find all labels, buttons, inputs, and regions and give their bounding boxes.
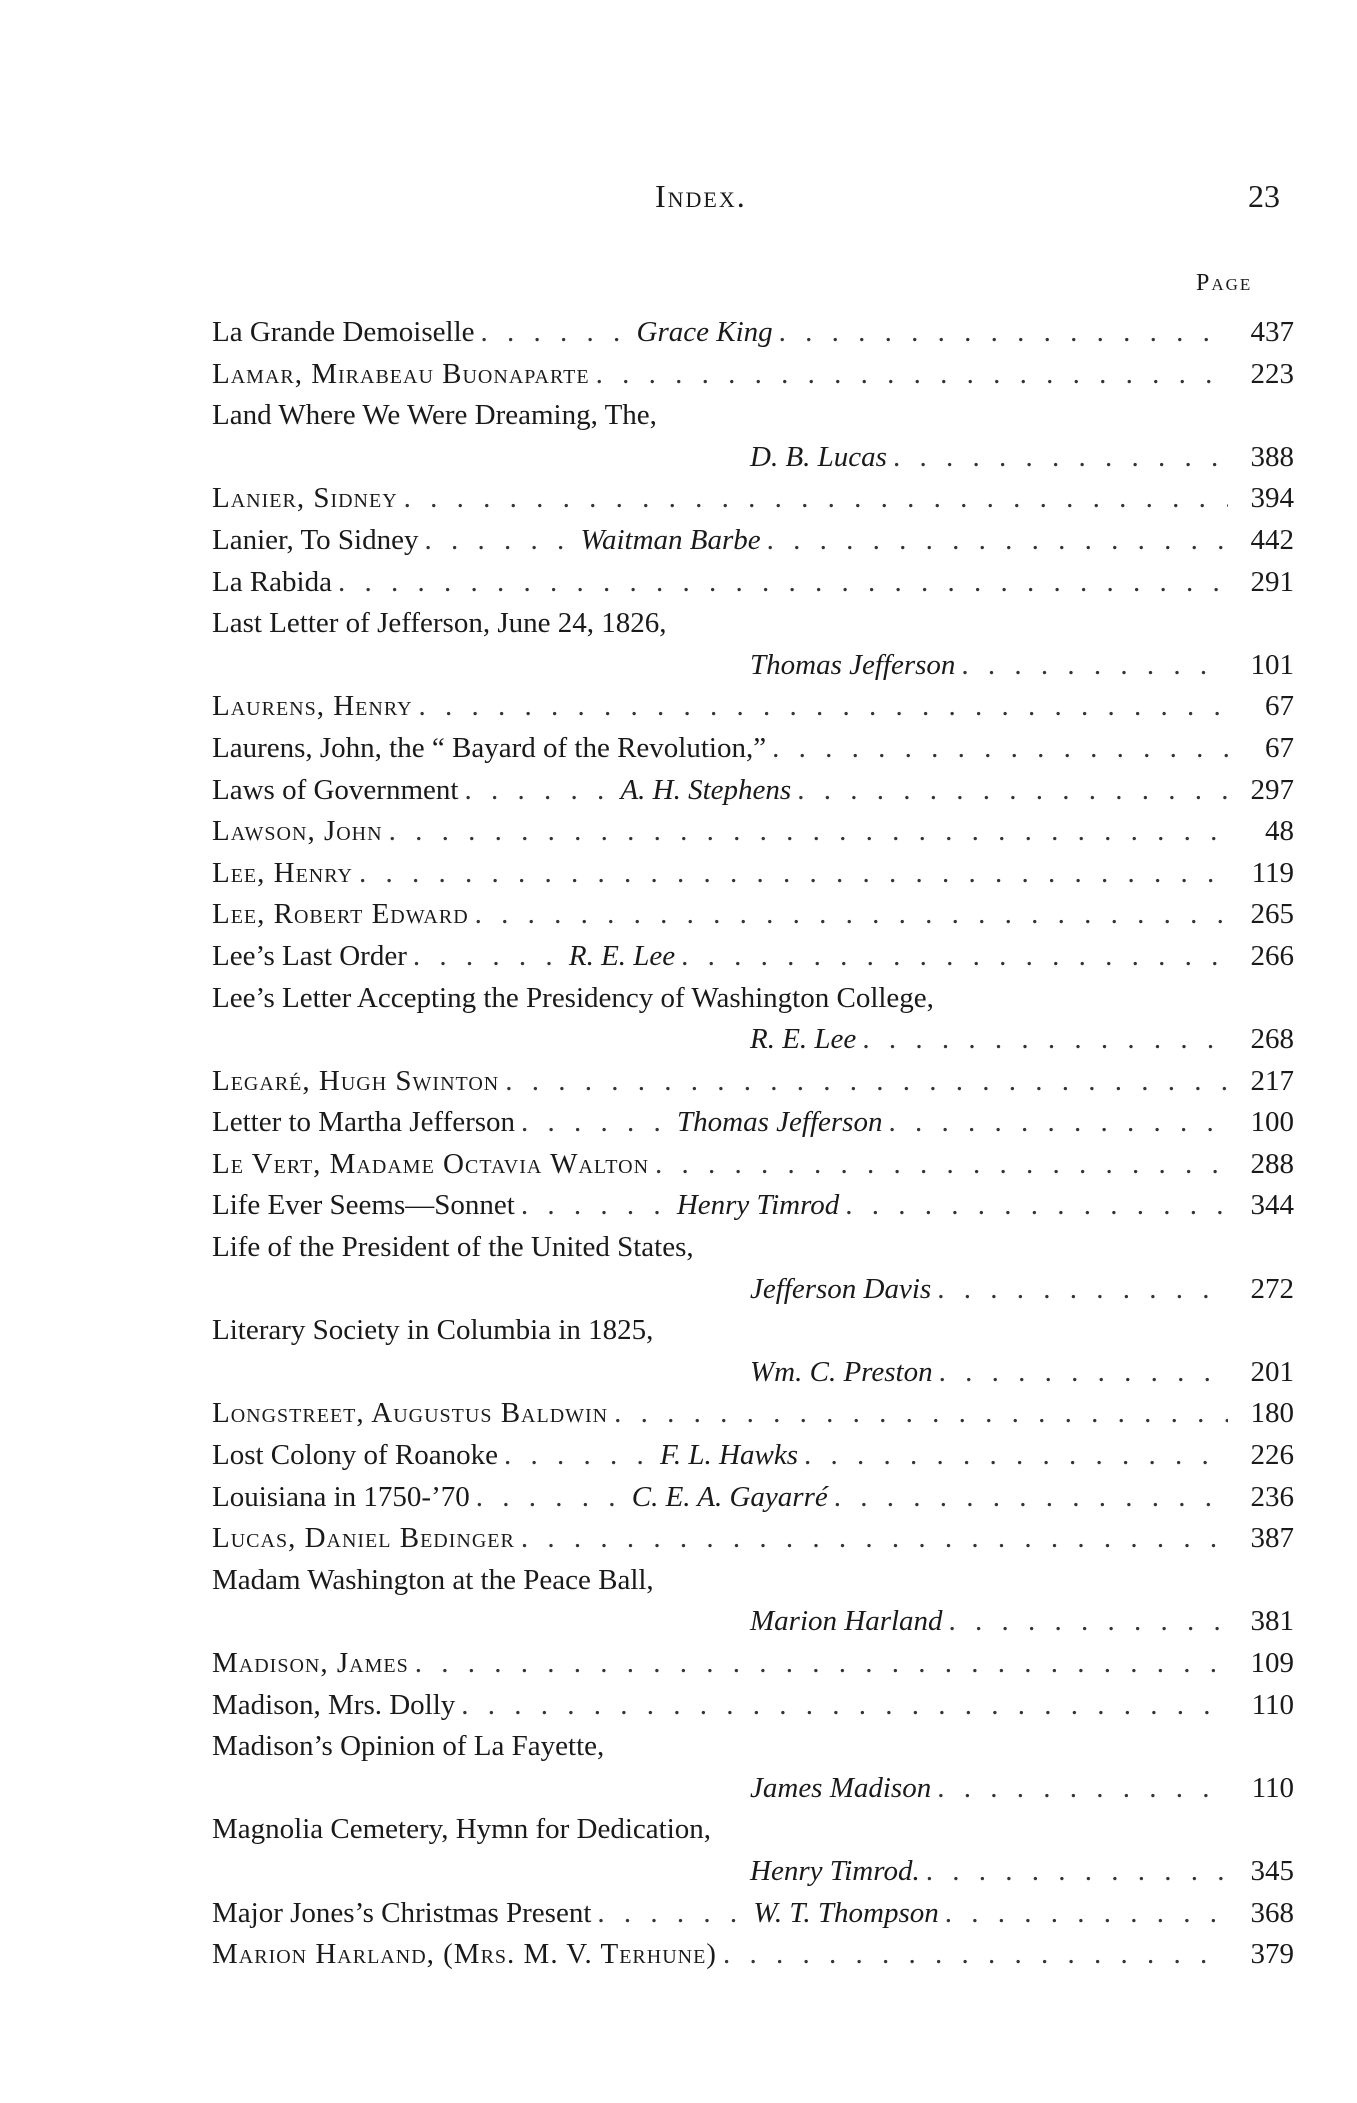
leader-dots: [464, 770, 614, 812]
entry-title: Laurens, John, the “ Bayard of the Revolution,”: [212, 731, 767, 764]
entry-page: 388: [1250, 440, 1294, 473]
entry-title: Lanier, To Sidney: [212, 523, 419, 556]
leader-dots: [521, 1518, 1228, 1560]
leader-dots: [504, 1435, 654, 1477]
leader-dots: [862, 1019, 1228, 1061]
entry-title: Literary Society in Columbia in 1825,: [212, 1314, 654, 1347]
entry-title: Madison, James: [212, 1647, 409, 1679]
index-entry: [212, 562, 1294, 604]
entry-title: Life of the President of the United States,: [212, 1231, 694, 1264]
index-entry-continuation: [212, 1019, 1294, 1061]
entry-page: 345: [1250, 1854, 1294, 1887]
leader-dots: [475, 894, 1228, 936]
entry-author: Henry Timrod: [676, 1189, 840, 1222]
index-entry-continuation: [212, 645, 1294, 687]
entry-title: Madison, Mrs. Dolly: [212, 1688, 456, 1721]
entry-page: 288: [1250, 1147, 1294, 1180]
index-entry: [212, 853, 1294, 895]
leader-dots: [521, 1102, 671, 1144]
entry-author: W. T. Thompson: [753, 1896, 939, 1929]
entry-author: A. H. Stephens: [620, 773, 792, 806]
entry-page: 217: [1250, 1064, 1294, 1097]
entry-author: F. L. Hawks: [659, 1439, 799, 1472]
leader-dots: [476, 1477, 626, 1519]
leader-dots: [937, 1768, 1228, 1810]
leader-dots: [772, 728, 1228, 770]
entry-author: James Madison: [750, 1771, 932, 1804]
entry-page: 387: [1250, 1522, 1294, 1555]
entry-author: Jefferson Davis: [750, 1272, 932, 1305]
page-column-label: Page: [1196, 270, 1253, 296]
leader-dots: [937, 1269, 1228, 1311]
entry-author: D. B. Lucas: [750, 440, 887, 473]
entry-page: 437: [1250, 316, 1294, 348]
entry-title: Lee, Henry: [212, 856, 353, 889]
entry-page: 48: [1265, 815, 1294, 848]
leader-dots: [359, 853, 1228, 895]
leader-dots: [681, 936, 1228, 978]
index-entry-continuation: [212, 1352, 1294, 1394]
leader-dots: [723, 1934, 1228, 1976]
index-entry-continuation: [212, 1851, 1294, 1893]
leader-dots: [888, 1102, 1228, 1144]
index-entries: [212, 312, 1294, 1976]
index-entry: [212, 1061, 1294, 1103]
leader-dots: [505, 1061, 1228, 1103]
leader-dots: [655, 1144, 1228, 1186]
entry-title: Lost Colony of Roanoke: [212, 1439, 498, 1472]
index-entry: [212, 395, 1294, 437]
index-entry: [212, 1726, 1294, 1768]
leader-dots: [945, 1893, 1228, 1935]
page-header: [0, 178, 1357, 228]
entry-title: Legaré, Hugh Swinton: [212, 1064, 500, 1097]
entry-page: 119: [1251, 856, 1294, 889]
page-number: 23: [1248, 178, 1280, 214]
entry-title: Lamar, Mirabeau Buonaparte: [212, 357, 590, 390]
entry-title: Life Ever Seems—Sonnet: [212, 1189, 515, 1222]
index-entry: [212, 1934, 1294, 1976]
index-entry: [212, 1643, 1294, 1685]
leader-dots: [767, 520, 1228, 562]
index-entry: [212, 1185, 1294, 1227]
leader-dots: [596, 354, 1228, 396]
index-entry-continuation: [212, 1601, 1294, 1643]
entry-title: Lanier, Sidney: [212, 482, 398, 515]
index-entry: [212, 478, 1294, 520]
leader-dots: [424, 520, 574, 562]
entry-title: Letter to Martha Jefferson: [212, 1106, 516, 1139]
entry-title: Louisiana in 1750-’70: [212, 1480, 470, 1513]
entry-title: Longstreet, Augustus Baldwin: [212, 1397, 609, 1430]
index-entry: [212, 1102, 1294, 1144]
leader-dots: [404, 478, 1228, 520]
index-entry-continuation: [212, 437, 1294, 479]
leader-dots: [804, 1435, 1228, 1477]
entry-page: 344: [1250, 1189, 1294, 1222]
entry-title: La Grande Demoiselle: [212, 316, 475, 348]
index-entry: [212, 1477, 1294, 1519]
index-entry-continuation: [212, 1269, 1294, 1311]
entry-page: 110: [1251, 1771, 1294, 1804]
leader-dots: [389, 811, 1228, 853]
leader-dots: [521, 1185, 671, 1227]
entry-title: Magnolia Cemetery, Hymn for Dedication,: [212, 1813, 712, 1846]
entry-title: Lawson, John: [212, 815, 383, 848]
entry-page: 381: [1250, 1605, 1294, 1638]
entry-title: Marion Harland, (Mrs. M. V. Terhune): [212, 1938, 717, 1971]
entry-page: 180: [1250, 1397, 1294, 1430]
entry-page: 266: [1250, 939, 1294, 972]
entry-page: 100: [1250, 1106, 1294, 1139]
entry-author: Thomas Jefferson: [750, 648, 956, 681]
leader-dots: [926, 1851, 1228, 1893]
index-entry: [212, 936, 1294, 978]
entry-title: Land Where We Were Dreaming, The,: [212, 399, 657, 432]
index-entry: [212, 1144, 1294, 1186]
entry-author: Henry Timrod.: [750, 1854, 920, 1887]
leader-dots: [614, 1393, 1228, 1435]
leader-dots: [893, 437, 1228, 479]
leader-dots: [939, 1352, 1228, 1394]
entry-author: Wm. C. Preston: [750, 1355, 933, 1388]
leader-dots: [461, 1685, 1228, 1727]
index-entry: [212, 686, 1294, 728]
leader-dots: [415, 1643, 1228, 1685]
entry-page: 67: [1265, 690, 1294, 723]
entry-author: R. E. Lee: [568, 939, 676, 972]
index-entry: [212, 1310, 1294, 1352]
leader-dots: [834, 1477, 1228, 1519]
entry-page: 101: [1250, 648, 1294, 681]
leader-dots: [338, 562, 1228, 604]
entry-author: Thomas Jefferson: [677, 1106, 883, 1139]
entry-author: Grace King: [636, 316, 773, 348]
entry-title: Madison’s Opinion of La Fayette,: [212, 1730, 605, 1763]
entry-title: Lee’s Letter Accepting the Presidency of Washington College,: [212, 981, 934, 1014]
entry-page: 442: [1250, 523, 1294, 556]
entry-author: Waitman Barbe: [580, 523, 761, 556]
index-entry: [212, 894, 1294, 936]
entry-title: Lee, Robert Edward: [212, 898, 469, 931]
index-entry: [212, 1893, 1294, 1935]
entry-page: 67: [1265, 731, 1294, 764]
leader-dots: [481, 312, 631, 354]
leader-dots: [419, 686, 1228, 728]
entry-page: 236: [1250, 1480, 1294, 1513]
entry-title: Madam Washington at the Peace Ball,: [212, 1563, 654, 1596]
index-entry-continuation: [212, 1768, 1294, 1810]
index-entry: [212, 770, 1294, 812]
entry-author: Marion Harland: [750, 1605, 943, 1638]
entry-page: 291: [1250, 565, 1294, 598]
entry-page: 268: [1250, 1023, 1294, 1056]
entry-title: Last Letter of Jefferson, June 24, 1826,: [212, 607, 667, 640]
entry-page: 379: [1250, 1938, 1294, 1971]
index-entry: [212, 1435, 1294, 1477]
entry-title: Lee’s Last Order: [212, 939, 407, 972]
index-entry: [212, 312, 1294, 354]
entry-title: Laws of Government: [212, 773, 459, 806]
entry-author: C. E. A. Gayarré: [631, 1480, 828, 1513]
index-entry: [212, 1393, 1294, 1435]
entry-page: 109: [1250, 1647, 1294, 1679]
entry-page: 297: [1250, 773, 1294, 806]
index-entry: [212, 728, 1294, 770]
index-entry: [212, 978, 1294, 1020]
index-entry: [212, 354, 1294, 396]
entry-title: Laurens, Henry: [212, 690, 413, 723]
entry-page: 368: [1250, 1896, 1294, 1929]
entry-title: Le Vert, Madame Octavia Walton: [212, 1147, 650, 1180]
index-entry: [212, 1560, 1294, 1602]
index-entry: [212, 603, 1294, 645]
entry-author: R. E. Lee: [750, 1023, 857, 1056]
leader-dots: [597, 1893, 747, 1935]
entry-page: 110: [1251, 1688, 1294, 1721]
entry-page: 394: [1250, 482, 1294, 515]
entry-page: 265: [1250, 898, 1294, 931]
leader-dots: [413, 936, 563, 978]
page-title: Index.: [655, 178, 747, 214]
index-entry: [212, 1809, 1294, 1851]
index-entry: [212, 1685, 1294, 1727]
entry-title: Major Jones’s Christmas Present: [212, 1896, 592, 1929]
leader-dots: [845, 1185, 1228, 1227]
leader-dots: [779, 312, 1228, 354]
entry-title: La Rabida: [212, 565, 332, 598]
leader-dots: [797, 770, 1228, 812]
index-entry: [212, 520, 1294, 562]
leader-dots: [961, 645, 1228, 687]
entry-page: 223: [1250, 357, 1294, 390]
entry-title: Lucas, Daniel Bedinger: [212, 1522, 515, 1555]
index-entry: [212, 1518, 1294, 1560]
entry-page: 226: [1250, 1439, 1294, 1472]
entry-page: 272: [1250, 1272, 1294, 1305]
index-entry: [212, 1227, 1294, 1269]
leader-dots: [949, 1601, 1228, 1643]
entry-page: 201: [1250, 1355, 1294, 1388]
index-entry: [212, 811, 1294, 853]
